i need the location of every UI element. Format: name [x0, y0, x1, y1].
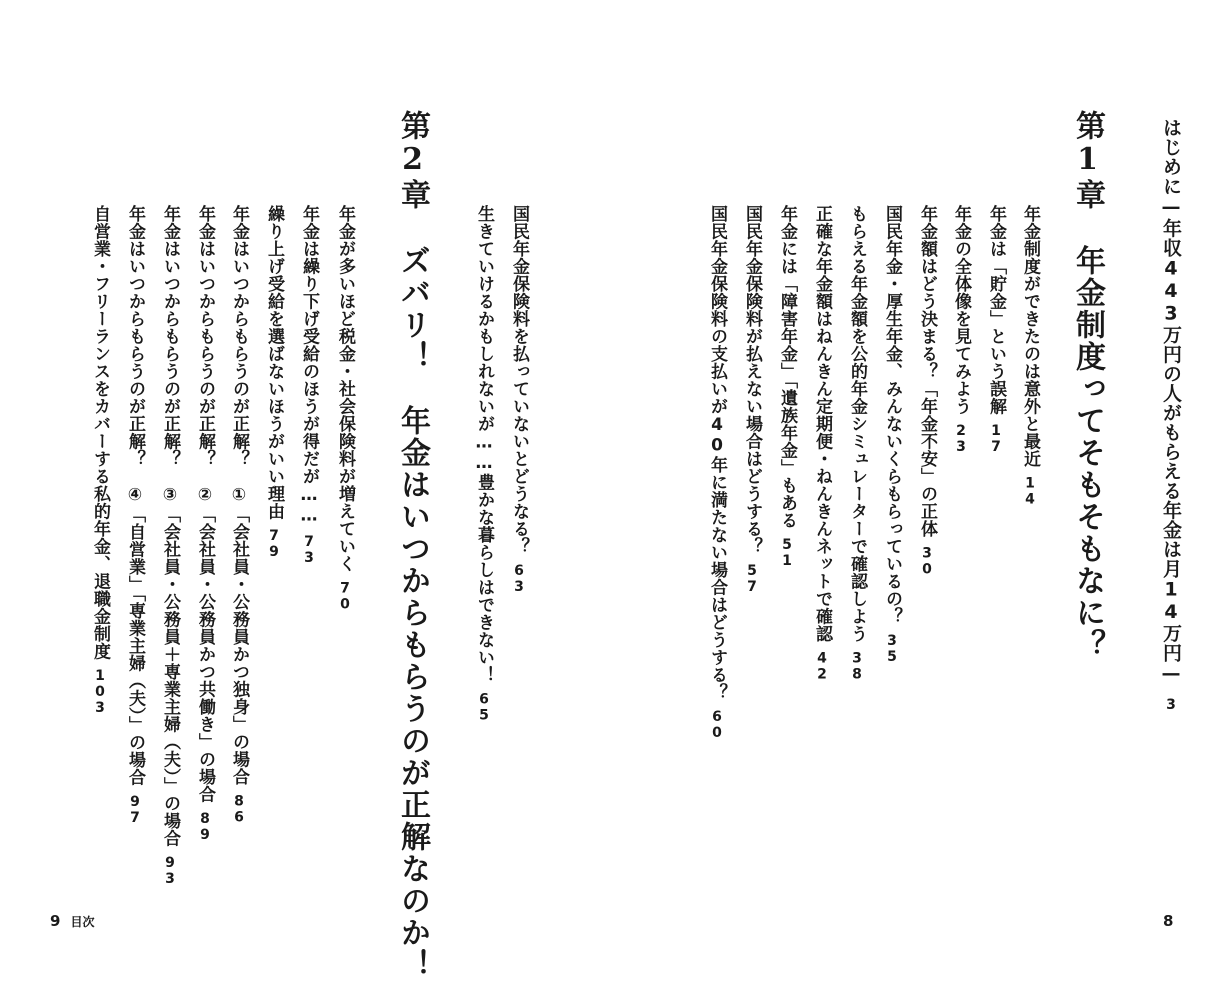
entry-text: 年金はいつからもらうのが正解？ ③「会社員・公務員＋専業主婦（夫）」の場合 [160, 205, 180, 847]
toc-entry[interactable] [507, 205, 532, 595]
toc-entry[interactable] [193, 205, 218, 843]
page-number: 35 [884, 633, 900, 665]
entry-text: 年金はいつからもらうのが正解？ ①「会社員・公務員かつ独身」の場合 [229, 205, 249, 786]
page-number: 73 [301, 534, 317, 566]
entry-text: 国民年金保険料の支払いが40年に満たない場合はどうする？ [707, 205, 727, 701]
page-number: 60 [709, 709, 725, 741]
entry-text: もらえる年金額を公的年金シミュレーターで確認しよう [847, 205, 867, 643]
page-number: 89 [197, 811, 213, 843]
entry-text: 年金には「障害年金」「遺族年金」もある [777, 205, 797, 529]
toc-entry[interactable] [88, 205, 113, 716]
toc-entry[interactable] [915, 205, 940, 578]
toc-entry[interactable] [949, 205, 974, 455]
toc-entry[interactable] [262, 205, 287, 560]
entry-text: 国民年金・厚生年金、みんないくらもらっているの？ [882, 205, 902, 625]
page-number: 17 [988, 423, 1004, 455]
toc-entry[interactable] [123, 205, 148, 826]
entry-text: 生きていけるかもしれないが……豊かな暮らしはできない！ [474, 205, 494, 684]
entry-text: 正確な年金額はねんきん定期便・ねんきんネットで確認 [812, 205, 832, 643]
page-number: 57 [744, 563, 760, 595]
chapter-label: 第1章 [1070, 110, 1105, 211]
page-number: 86 [231, 793, 247, 826]
page-number: 93 [162, 855, 178, 887]
toc-entry[interactable] [984, 205, 1009, 455]
entry-text: 年金は繰り下げ受給のほうが得だが…… [299, 205, 319, 526]
page-number-right: 8 [1163, 912, 1174, 930]
chapter-title: ズバリ！ 年金はいつからもらうのが正解なのか！ [395, 245, 430, 981]
entry-text: 自営業・フリーランスをカバーする私的年金、退職金制度 [90, 205, 110, 660]
toc-entry[interactable] [472, 205, 497, 724]
entry-text: 国民年金保険料が払えない場合はどうする？ [742, 205, 762, 555]
chapter-2-heading [390, 110, 434, 981]
entry-text: 年金は「貯金」という誤解 [986, 205, 1006, 415]
entry-text: 年金の全体像を見てみよう [951, 205, 971, 415]
footer-label: 目次 [70, 915, 95, 929]
toc-entry[interactable] [880, 205, 905, 665]
toc-entry[interactable] [333, 205, 358, 613]
intro-entry[interactable] [1158, 118, 1185, 713]
entry-text: 年金はいつからもらうのが正解？ ②「会社員・公務員かつ共働き」の場合 [195, 205, 215, 803]
entry-text: 年金が多いほど税金・社会保険料が増えていく [335, 205, 355, 573]
entry-text: 年金額はどう決まる？「年金不安」の正体 [917, 205, 937, 538]
footer-left [50, 912, 94, 930]
footer-right [1163, 912, 1173, 930]
page-number: 70 [337, 580, 353, 613]
toc-entry[interactable] [845, 205, 870, 683]
chapter-1-heading [1065, 110, 1109, 661]
entry-text: 年金はいつからもらうのが正解？ ④「自営業」「専業主婦（夫）」の場合 [125, 205, 145, 786]
page-number: 14 [1022, 475, 1038, 508]
toc-entry[interactable] [775, 205, 800, 569]
toc-entry[interactable] [227, 205, 252, 826]
toc-entry[interactable] [158, 205, 183, 887]
page-number: 97 [127, 794, 143, 826]
page-number: 51 [779, 537, 795, 569]
page-number: 79 [266, 528, 282, 560]
entry-text: 繰り上げ受給を選ばないほうがいい理由 [264, 205, 284, 520]
chapter-title: 年金制度ってそもそもなに？ [1070, 245, 1105, 661]
page-number: 30 [919, 545, 935, 578]
toc-entry[interactable] [1018, 205, 1043, 508]
toc-entry[interactable] [297, 205, 322, 566]
page-number: 38 [849, 650, 865, 683]
intro-text: はじめに—年収443万円の人がもらえる年金は月14万円— [1160, 118, 1182, 685]
toc-entry[interactable] [810, 205, 835, 683]
page-number: 65 [476, 691, 492, 724]
page-number: 23 [953, 423, 969, 455]
page-number: 103 [92, 668, 108, 716]
page-number: 42 [814, 650, 830, 683]
page-number: 3 [1163, 697, 1179, 713]
page-number: 63 [511, 563, 527, 595]
toc-entry[interactable] [740, 205, 765, 595]
entry-text: 年金制度ができたのは意外と最近 [1020, 205, 1040, 468]
entry-text: 国民年金保険料を払っていないとどうなる？ [509, 205, 529, 555]
chapter-label: 第2章 [395, 110, 430, 211]
toc-entry[interactable] [705, 205, 730, 741]
page-number-left: 9 [50, 912, 61, 930]
